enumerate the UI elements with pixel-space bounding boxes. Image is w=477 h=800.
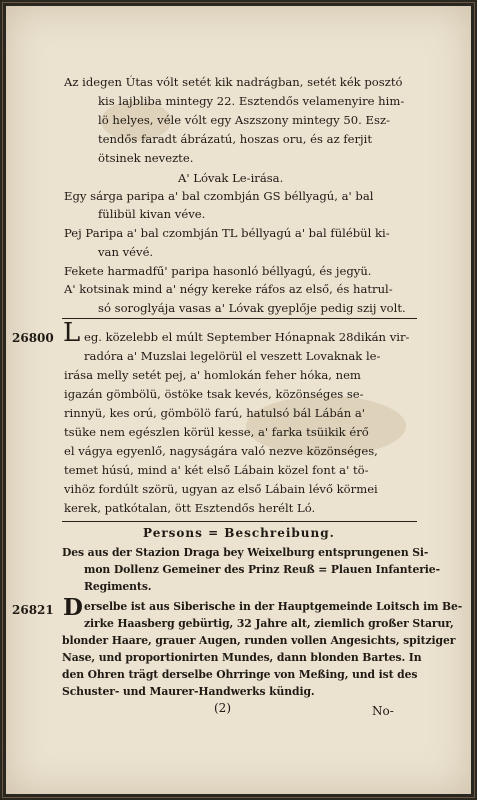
text-line: lö helyes, véle vólt egy Aszszony mintegy 50. Esz- — [98, 113, 390, 127]
text-line: Schuster- und Maurer-Handwerks kündig. — [62, 685, 315, 698]
text-line: tsüke nem egészlen körül kesse, a' farka tsüikik érő — [64, 425, 369, 439]
text-line: el vágya egyenlő, nagyságára való nezve közönséges, — [64, 444, 378, 458]
text-line: van vévé. — [98, 245, 154, 259]
text-line: temet húsú, mind a' két első Lábain közel font a' tö- — [64, 463, 369, 477]
text-line: erselbe ist aus Siberische in der Hauptgemeinde Loitsch im Be- — [84, 600, 463, 613]
text-line: igazán gömbölü, östöke tsak kevés, közönséges se- — [64, 387, 364, 401]
text-line: Az idegen Útas vólt setét kik nadrágban, setét kék posztó — [64, 75, 403, 89]
section-heading: A' Lóvak Le-irása. — [178, 171, 284, 185]
text-line: blonder Haare, grauer Augen, runden vollen Angesichts, spitziger — [62, 634, 456, 647]
text-line: só soroglyája vasas a' Lóvak gyeplője pedig szij volt. — [98, 301, 406, 315]
drop-capital: D — [63, 594, 83, 621]
entry-number: 26800 — [12, 331, 54, 345]
text-line: kis lajbliba mintegy 22. Esztendős velamenyire him- — [98, 94, 405, 108]
text-line: Nase, und proportionirten Mundes, dann blonden Bartes. In — [62, 651, 422, 664]
text-line: Des aus der Stazion Draga bey Weixelburg entsprungenen Si- — [62, 546, 429, 559]
section-divider — [62, 318, 417, 319]
page-number: (2) — [214, 701, 231, 715]
text-line: Regiments. — [84, 580, 152, 593]
text-line: kerek, patkótalan, ött Esztendős herélt Ló. — [64, 501, 316, 515]
text-line: A' kotsinak mind a' négy kereke ráfos az első, és hatrul- — [64, 282, 393, 296]
text-line: radóra a' Muzslai legelörül el veszett Lovaknak le- — [84, 349, 381, 363]
text-line: zirke Haasberg gebürtig, 32 Jahre alt, ziemlich großer Starur, — [84, 617, 454, 630]
text-line: Egy sárga paripa a' bal czombján GS béllyagú, a' bal — [64, 189, 374, 203]
section-divider — [62, 521, 417, 522]
drop-capital: L — [63, 318, 81, 348]
catchword: No- — [372, 704, 394, 718]
text-line: den Ohren trägt derselbe Ohrringe von Meßing, und ist des — [62, 668, 418, 681]
text-line: vihöz fordúlt szörü, ugyan az első Lábain lévő körmei — [64, 482, 378, 496]
text-line: rinnyü, kes orú, gömbölö farú, hatulsó bál Lábán a' — [64, 406, 365, 420]
text-line: eg. közelebb el múlt September Hónapnak 28dikán vir- — [84, 330, 410, 344]
text-line: irása melly setét pej, a' homlokán feher hóka, nem — [64, 368, 361, 382]
entry-number: 26821 — [12, 603, 54, 617]
text-line: fülibül kivan véve. — [98, 207, 206, 221]
text-line: Fekete harmadfű' paripa hasonló béllyagú, és jegyü. — [64, 264, 372, 278]
persons-heading: Persons = Beschreibung. — [143, 526, 335, 540]
text-line: tendős faradt ábrázatú, hoszas oru, és az ferjit — [98, 132, 373, 146]
text-line: mon Dollenz Gemeiner des Prinz Reuß = Plauen Infanterie- — [84, 563, 440, 576]
text-line: Pej Paripa a' bal czombján TL béllyagú a' bal fülébül ki- — [64, 226, 390, 240]
text-line: ötsinek nevezte. — [98, 151, 194, 165]
